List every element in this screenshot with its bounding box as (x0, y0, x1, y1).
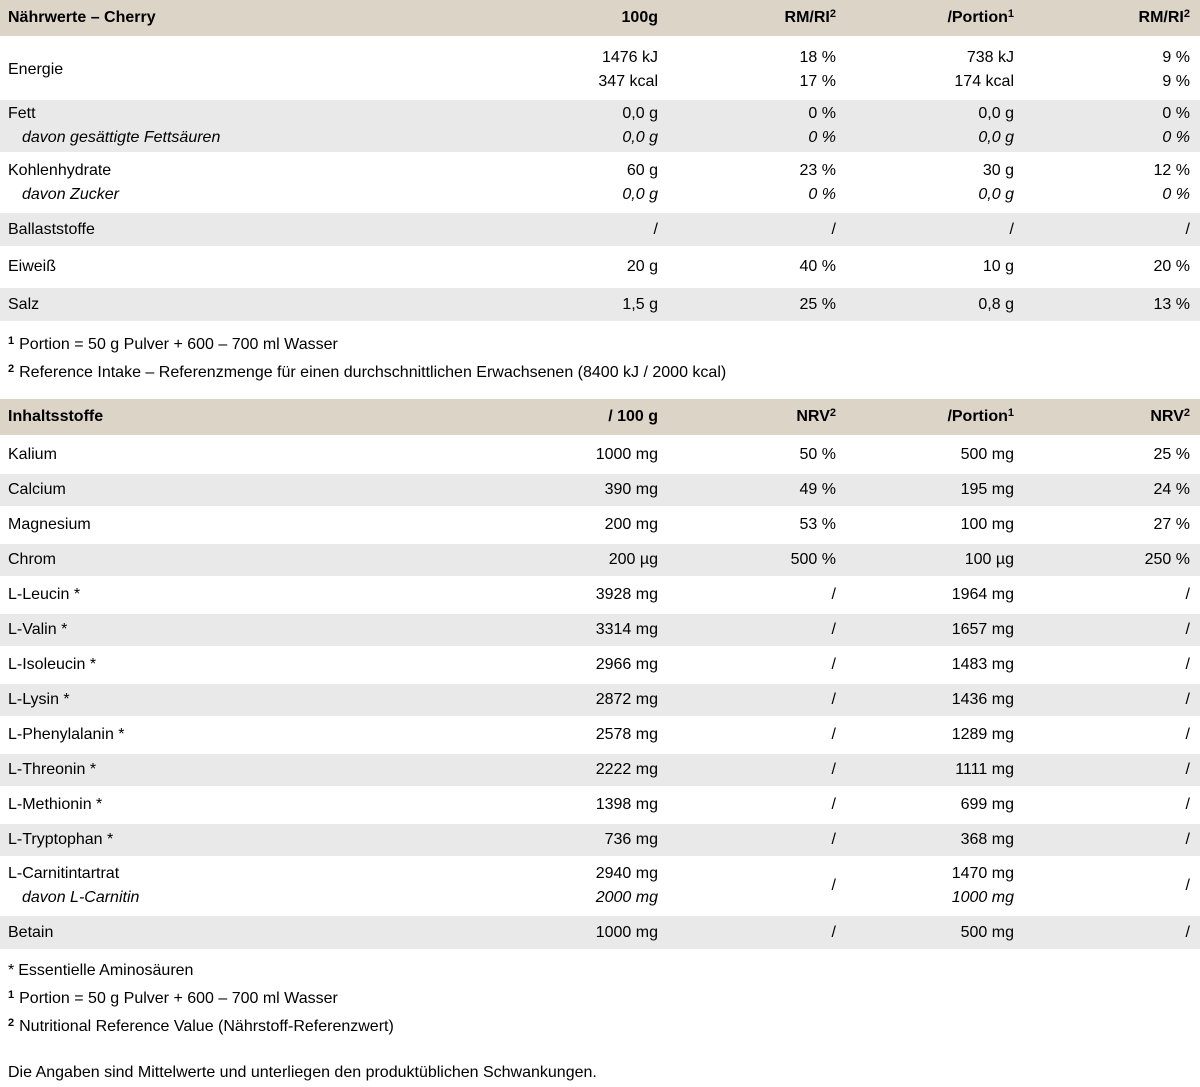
cell-rmri-portion: / (1185, 220, 1190, 238)
row-sublabel: davon Zucker (22, 185, 119, 203)
cell-portion: 100 mg (960, 516, 1014, 533)
cell-nrv-portion: / (1185, 726, 1190, 743)
row-label: Calcium (8, 481, 66, 498)
row-label: Salz (8, 295, 40, 313)
footnote-essential-amino-acids: * Essentielle Aminosäuren (8, 962, 194, 979)
col-header-nrv-portion: NRV$^2$ (1150, 406, 1190, 425)
cell-100g: 1000 mg (595, 446, 658, 463)
cell-100g: 1398 mg (595, 796, 658, 813)
cell-portion: 0,0 g 0,0 g (978, 105, 1014, 146)
table-row-kalium (0, 439, 1200, 471)
row-label: Betain (8, 923, 54, 941)
cell-100g: / (653, 220, 658, 238)
cell-portion: 1111 mg (955, 761, 1014, 778)
cell-100g: 1000 mg (595, 923, 658, 941)
table-row-kohlenhydrate (0, 156, 1200, 209)
footnote-nrv: $^2$ Nutritional Reference Value (Nährstoff-Referenzwert) (8, 1016, 394, 1035)
cell-nrv-portion: / (1185, 877, 1190, 894)
table-row-l-isoleucin (0, 649, 1200, 681)
cell-100g: 200 µg (608, 551, 658, 568)
cell-100g: 20 g (626, 258, 658, 275)
cell-portion: 500 mg (960, 923, 1014, 941)
table-row-l-carnitintartrat (0, 859, 1200, 913)
cell-nrv-portion: / (1185, 831, 1190, 848)
row-sublabel: davon gesättigte Fettsäuren (22, 129, 221, 146)
cell-nrv-portion: / (1185, 691, 1190, 708)
cell-rmri-100g: 25 % (799, 295, 836, 313)
col-header-portion: /Portion$^1$ (947, 406, 1014, 425)
cell-nrv-100g: 50 % (799, 446, 836, 463)
cell-rmri-portion: 20 % (1153, 258, 1190, 275)
cell-100g: 2940 mg 2000 mg (595, 865, 658, 906)
cell-portion: 1470 mg 1000 mg (951, 865, 1014, 906)
ingredients-table (0, 399, 1200, 1038)
cell-nrv-100g: / (831, 761, 836, 778)
table-row-l-tryptophan (0, 824, 1200, 856)
table-row-betain (0, 916, 1200, 949)
cell-portion: 10 g (982, 258, 1014, 275)
cell-nrv-portion: / (1185, 586, 1190, 603)
cell-nrv-portion: / (1185, 761, 1190, 778)
cell-portion: 1436 mg (951, 691, 1014, 708)
row-label: Kohlenhydrate (8, 161, 112, 179)
cell-nrv-100g: / (831, 656, 836, 673)
cell-portion: 1289 mg (951, 726, 1014, 743)
table-title: Inhaltsstoffe (8, 408, 104, 425)
table-row-salz (0, 288, 1200, 321)
footnote-reference-intake: $^2$ Reference Intake – Referenzmenge für einen durchschnittlichen Erwachsenen (8400 kJ / 2000 kcal) (8, 362, 727, 381)
cell-nrv-portion: 25 % (1153, 446, 1190, 463)
row-label: Chrom (8, 551, 57, 568)
cell-portion: 738 kJ 174 kcal (954, 49, 1014, 90)
cell-100g: 1,5 g (622, 295, 658, 313)
cell-rmri-100g: 0 % 0 % (808, 105, 836, 146)
footnote-portion: $^1$ Portion = 50 g Pulver + 600 – 700 ml Wasser (8, 988, 338, 1007)
col-header-nrv-100g: NRV$^2$ (796, 406, 836, 425)
cell-portion: 1657 mg (951, 621, 1014, 638)
col-header-100g: / 100 g (608, 408, 658, 425)
cell-rmri-portion: 9 % 9 % (1162, 49, 1190, 90)
cell-100g: 3928 mg (595, 586, 658, 603)
row-sublabel: davon L-Carnitin (22, 889, 140, 906)
cell-100g: 200 mg (604, 516, 658, 533)
cell-rmri-portion: 12 % 0 % (1153, 161, 1190, 203)
cell-nrv-portion: 27 % (1153, 516, 1190, 533)
cell-100g: 2872 mg (595, 691, 658, 708)
cell-portion: 195 mg (960, 481, 1014, 498)
cell-100g: 3314 mg (595, 621, 658, 638)
nutrition-footnotes (0, 334, 1200, 384)
col-header-rmri-100g: $RM/RI^2$ (784, 7, 836, 26)
nutrition-table-body (0, 44, 1200, 321)
cell-rmri-100g: / (831, 220, 836, 238)
cell-100g: 0,0 g 0,0 g (622, 105, 658, 146)
cell-nrv-100g: / (831, 796, 836, 813)
row-label: L-Methionin * (8, 796, 103, 813)
col-header-portion: /Portion$^1$ (947, 7, 1014, 26)
cell-100g: 2222 mg (595, 761, 658, 778)
table-row-energie (0, 44, 1200, 96)
cell-100g: 60 g 0,0 g (622, 161, 658, 203)
table-row-l-threonin (0, 754, 1200, 786)
cell-100g: 2966 mg (595, 656, 658, 673)
disclaimer-text: Die Angaben sind Mittelwerte und unterliegen den produktüblichen Schwankungen. (8, 1064, 597, 1081)
cell-nrv-portion: / (1185, 656, 1190, 673)
row-label: L-Threonin * (8, 761, 97, 778)
cell-rmri-100g: 23 % 0 % (799, 161, 836, 203)
footnote-portion: $^1$ Portion = 50 g Pulver + 600 – 700 ml Wasser (8, 334, 338, 353)
cell-nrv-100g: / (831, 621, 836, 638)
ingredients-table-header (0, 399, 1200, 435)
ingredients-table-body (0, 439, 1200, 949)
cell-portion: 30 g 0,0 g (978, 161, 1014, 203)
row-label: Energie (8, 61, 64, 78)
cell-portion: 1483 mg (951, 656, 1014, 673)
cell-nrv-100g: / (831, 691, 836, 708)
cell-nrv-100g: 49 % (799, 481, 836, 498)
cell-nrv-100g: / (831, 877, 836, 894)
cell-100g: 1476 kJ 347 kcal (598, 49, 658, 90)
nutrition-table-header (0, 0, 1200, 36)
table-row-l-valin (0, 614, 1200, 646)
table-title: Nährwerte – Cherry (8, 9, 156, 26)
cell-100g: 390 mg (604, 481, 658, 498)
cell-nrv-100g: / (831, 831, 836, 848)
cell-portion: / (1009, 220, 1014, 238)
cell-nrv-portion: / (1185, 923, 1190, 941)
table-row-l-phenylalanin (0, 719, 1200, 751)
row-label: L-Isoleucin * (8, 656, 97, 673)
row-label: L-Carnitintartrat (8, 865, 120, 882)
ingredients-footnotes (0, 960, 1200, 1038)
cell-portion: 1964 mg (951, 586, 1014, 603)
row-label: Ballaststoffe (8, 220, 95, 238)
cell-portion: 0,8 g (978, 295, 1014, 313)
cell-100g: 2578 mg (595, 726, 658, 743)
col-header-rmri-portion: $RM/RI^2$ (1138, 7, 1190, 26)
cell-nrv-portion: / (1185, 621, 1190, 638)
cell-nrv-portion: 24 % (1153, 481, 1190, 498)
table-row-l-leucin (0, 579, 1200, 611)
cell-nrv-portion: / (1185, 796, 1190, 813)
row-label: Fett (8, 105, 36, 122)
cell-rmri-100g: 40 % (799, 258, 836, 275)
cell-nrv-100g: / (831, 923, 836, 941)
row-label: Magnesium (8, 516, 91, 533)
cell-rmri-100g: 18 % 17 % (799, 49, 836, 90)
row-label: Eiweiß (8, 258, 57, 275)
table-row-l-methionin (0, 789, 1200, 821)
table-row-magnesium (0, 509, 1200, 541)
table-row-calcium (0, 474, 1200, 506)
cell-nrv-100g: / (831, 586, 836, 603)
row-label: L-Leucin * (8, 586, 81, 603)
cell-rmri-portion: 13 % (1153, 295, 1190, 313)
row-label: L-Valin * (8, 621, 68, 638)
row-label: L-Lysin * (8, 691, 70, 708)
cell-nrv-100g: 500 % (790, 551, 836, 568)
cell-portion: 368 mg (960, 831, 1014, 848)
cell-rmri-portion: 0 % 0 % (1162, 105, 1190, 146)
cell-100g: 736 mg (604, 831, 658, 848)
col-header-100g: 100g (621, 9, 658, 26)
table-row-chrom (0, 544, 1200, 576)
table-row-eiweiss (0, 250, 1200, 284)
cell-nrv-100g: / (831, 726, 836, 743)
cell-portion: 100 µg (964, 551, 1014, 568)
cell-portion: 699 mg (960, 796, 1014, 813)
row-label: L-Phenylalanin * (8, 726, 125, 743)
table-row-ballaststoffe (0, 213, 1200, 246)
cell-nrv-portion: 250 % (1144, 551, 1190, 568)
row-label: L-Tryptophan * (8, 831, 114, 848)
cell-nrv-100g: 53 % (799, 516, 836, 533)
table-row-l-lysin (0, 684, 1200, 716)
table-row-fett (0, 100, 1200, 152)
row-label: Kalium (8, 446, 57, 463)
nutrition-table (0, 0, 1200, 384)
cell-portion: 500 mg (960, 446, 1014, 463)
